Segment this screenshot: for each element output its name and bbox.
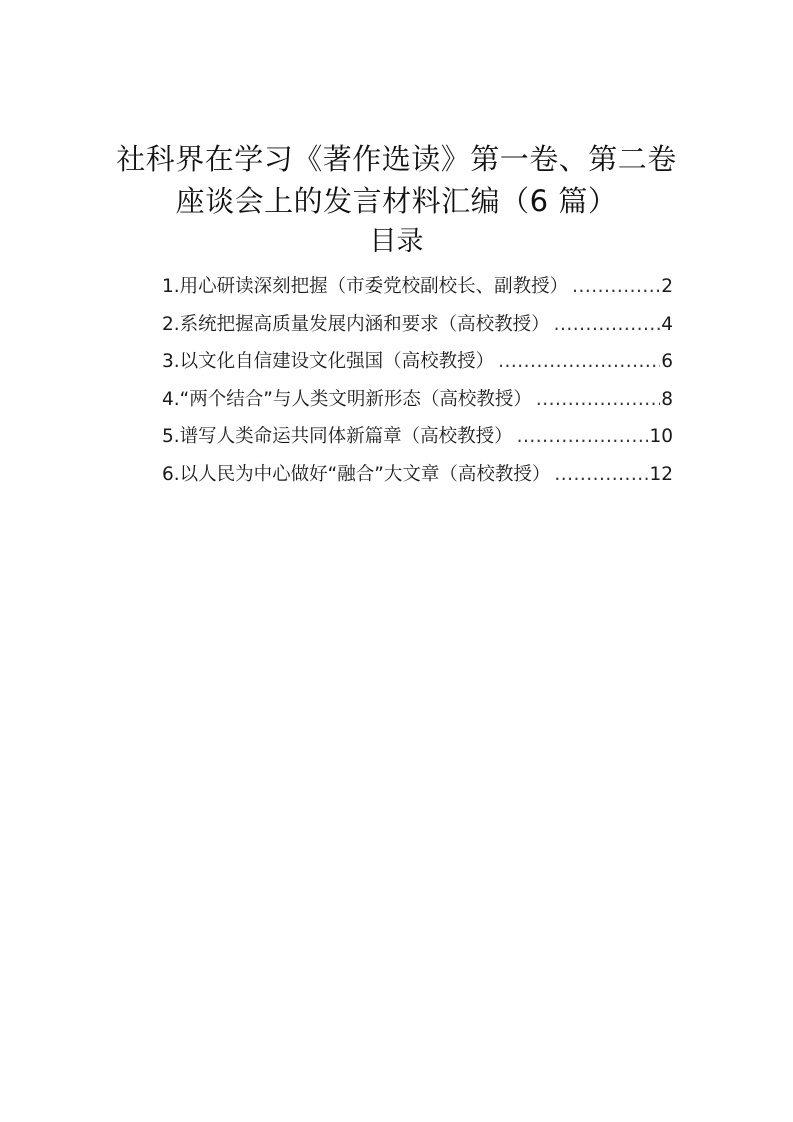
toc-dot-leader: [498, 343, 660, 381]
toc-dot-leader: [536, 381, 660, 419]
toc-page-number: 6: [661, 351, 673, 372]
toc-entry-4[interactable]: [162, 381, 673, 419]
toc-entry-title: 5.谱写人类命运共同体新篇章（高校教授）: [162, 426, 513, 447]
toc-page-number: 10: [649, 426, 673, 447]
toc-dot-leader: [572, 268, 660, 306]
toc-page-number: 12: [649, 463, 673, 485]
toc-entry-5[interactable]: [162, 418, 673, 456]
toc-entry-title: 6.以人民为中心做好“融合”大文章（高校教授）: [162, 463, 551, 485]
toc-dot-leader: [517, 418, 649, 456]
toc-page-number: 8: [661, 388, 673, 410]
toc-page-number: 4: [661, 313, 673, 335]
toc-entry-title: 2.系统把握高质量发展内涵和要求（高校教授）: [162, 313, 550, 335]
toc-entry-1[interactable]: [162, 268, 673, 306]
toc-entry-3[interactable]: [162, 343, 673, 381]
document-title-line-2: 座谈会上的发言材料汇编（6 篇）: [175, 184, 618, 218]
toc-dot-leader: [554, 456, 648, 494]
table-of-contents: [162, 268, 673, 493]
toc-entry-6[interactable]: [162, 456, 673, 494]
toc-entry-title: 1.用心研读深刻把握（市委党校副校长、副教授）: [162, 276, 569, 297]
toc-entry-title: 4.“两个结合”与人类文明新形态（高校教授）: [162, 388, 532, 410]
toc-dot-leader: [554, 306, 661, 344]
toc-page-number: 2: [661, 276, 673, 297]
toc-entry-title: 3.以文化自信建设文化强国（高校教授）: [162, 351, 495, 372]
toc-heading: 目录: [369, 226, 424, 257]
toc-entry-2[interactable]: [162, 306, 673, 344]
document-title-line-1: 社科界在学习《著作选读》第一卷、第二卷: [116, 142, 677, 176]
document-title-block: [0, 138, 793, 262]
